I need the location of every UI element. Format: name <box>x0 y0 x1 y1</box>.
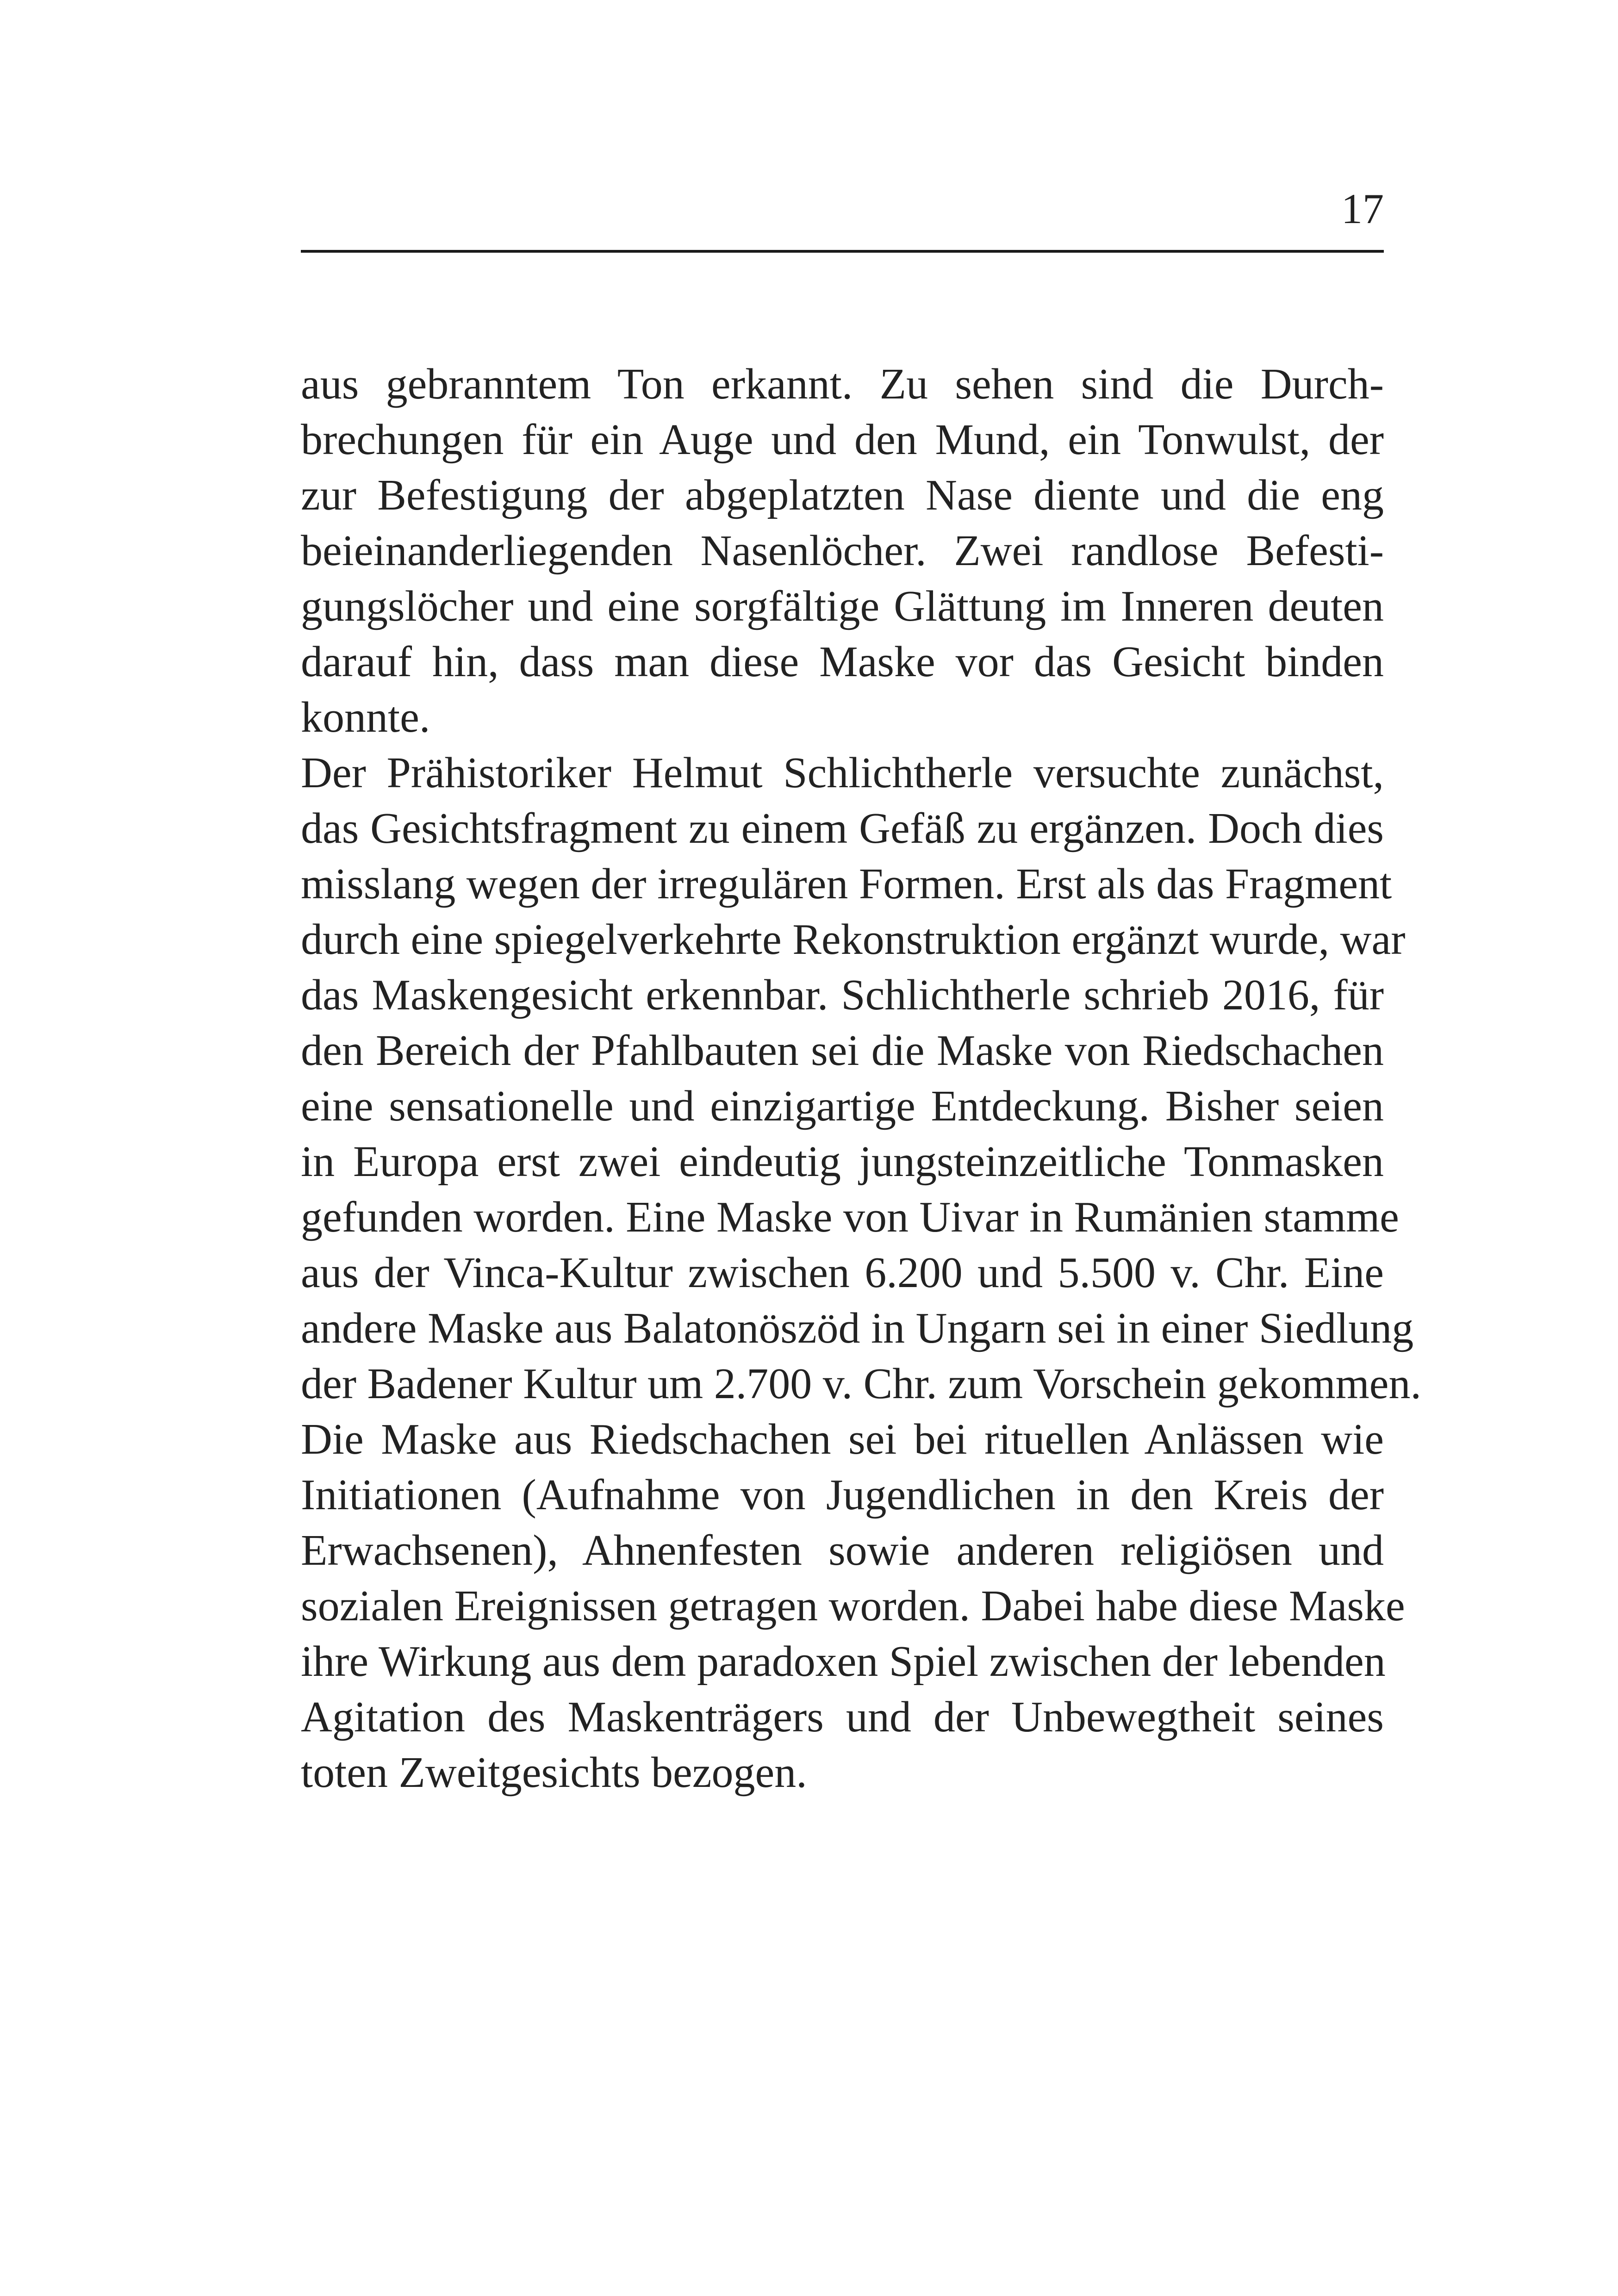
text-line: gungslöcher und eine sorgfältige Glättung im Inneren deuten <box>301 582 1384 630</box>
text-line: zur Befestigung der abgeplatzten Nase diente und die eng <box>301 471 1384 519</box>
text-line: das Maskengesicht erkennbar. Schlichtherle schrieb 2016, für <box>301 971 1384 1019</box>
text-line: gefunden worden. Eine Maske von Uivar in Rumänien stamme <box>301 1193 1399 1241</box>
text-line: Agitation des Maskenträgers und der Unbewegtheit seines <box>301 1693 1384 1741</box>
text-line: misslang wegen der irregulären Formen. Erst als das Fragment <box>301 860 1392 908</box>
text-line: beieinanderliegenden Nasenlöcher. Zwei randlose Befesti- <box>301 527 1384 575</box>
text-line: toten Zweitgesichts bezogen. <box>301 1748 807 1797</box>
text-line: eine sensationelle und einzigartige Entdeckung. Bisher seien <box>301 1082 1384 1130</box>
text-line: durch eine spiegelverkehrte Rekonstruktion ergänzt wurde, war <box>301 915 1406 964</box>
text-line: sozialen Ereignissen getragen worden. Dabei habe diese Maske <box>301 1582 1405 1630</box>
text-line: konnte. <box>301 693 430 741</box>
text-line: Der Prähistoriker Helmut Schlichtherle versuchte zunächst, <box>301 749 1384 797</box>
paragraph-1 <box>301 356 1384 745</box>
body-text <box>301 356 1421 1800</box>
page-number: 17 <box>1341 185 1384 232</box>
text-line: Initiationen (Aufnahme von Jugendlichen in den Kreis der <box>301 1471 1384 1519</box>
text-line: Erwachsenen), Ahnenfesten sowie anderen religiösen und <box>301 1526 1384 1574</box>
text-line: brechungen für ein Auge und den Mund, ein Tonwulst, der <box>301 416 1384 464</box>
text-line: in Europa erst zwei eindeutig jungsteinzeitliche Tonmasken <box>301 1138 1384 1186</box>
text-line: der Badener Kultur um 2.700 v. Chr. zum Vorschein gekommen. <box>301 1360 1421 1408</box>
text-line: das Gesichtsfragment zu einem Gefäß zu ergänzen. Doch dies <box>301 804 1384 852</box>
text-line: aus gebranntem Ton erkannt. Zu sehen sind die Durch- <box>301 360 1384 408</box>
paragraph-2 <box>301 745 1421 1800</box>
text-line: andere Maske aus Balatonöszöd in Ungarn sei in einer Siedlung <box>301 1304 1414 1352</box>
text-line: ihre Wirkung aus dem paradoxen Spiel zwischen der lebenden <box>301 1637 1386 1686</box>
text-line: darauf hin, dass man diese Maske vor das Gesicht binden <box>301 638 1384 686</box>
text-line: Die Maske aus Riedschachen sei bei rituellen Anlässen wie <box>301 1415 1384 1463</box>
text-line: aus der Vinca-Kultur zwischen 6.200 und 5.500 v. Chr. Eine <box>301 1249 1384 1297</box>
text-line: den Bereich der Pfahlbauten sei die Maske von Riedschachen <box>301 1027 1384 1075</box>
header-rule <box>301 250 1384 253</box>
